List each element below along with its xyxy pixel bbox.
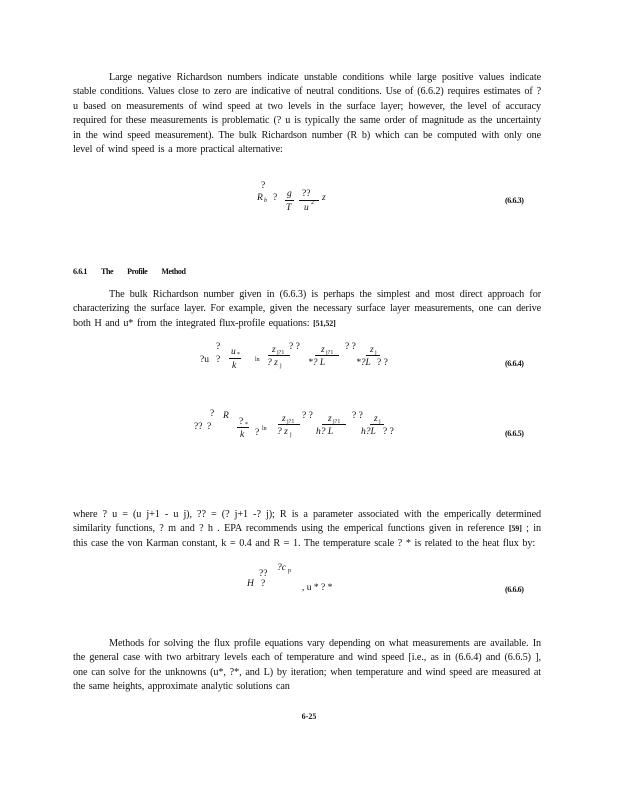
equation-number: (6.6.4) <box>505 359 524 368</box>
eq-symbol: ? ? <box>352 411 363 421</box>
eq-symbol: ?? <box>194 422 203 432</box>
eq-symbol: z <box>322 193 326 203</box>
fraction-bar <box>229 358 241 359</box>
equation-number: (6.6.5) <box>505 429 524 438</box>
eq-symbol: b <box>264 198 267 204</box>
fraction-bar <box>237 427 249 428</box>
eq-symbol: ? ? <box>289 342 300 352</box>
fraction-bar <box>268 355 290 356</box>
section-title-word: The <box>101 267 114 276</box>
eq-symbol: R <box>257 193 263 203</box>
eq-symbol: j <box>290 432 292 438</box>
eq-symbol: ? <box>216 342 221 352</box>
section-title-word: Method <box>161 267 186 276</box>
eq-symbol: j?1 <box>287 419 295 425</box>
eq-symbol: , u * ? * <box>302 583 333 593</box>
eq-symbol: ?u <box>200 355 209 365</box>
eq-symbol: u <box>231 347 236 357</box>
eq-symbol: g <box>287 189 292 199</box>
eq-symbol: ? ? <box>302 411 313 421</box>
eq-symbol: j <box>375 350 377 356</box>
eq-symbol: z <box>374 414 378 424</box>
fraction-bar <box>285 200 294 201</box>
page-number: 6-25 <box>301 712 317 721</box>
eq-symbol: ?? <box>259 569 268 579</box>
eq-symbol: j <box>379 419 381 425</box>
paragraph-text: where ? u = (u j+1 - u j), ?? = (? j+1 -? j); R is a parameter associated with the emperically determined similarity functions, ? m and ? h . EPA recommends using the emperical functions given in reference <box>73 509 541 535</box>
fraction-bar <box>299 200 319 201</box>
eq-symbol: T <box>286 203 292 213</box>
eq-symbol: ? <box>255 428 260 438</box>
eq-symbol: ? <box>210 409 215 419</box>
fraction-bar <box>278 424 300 425</box>
fraction-bar <box>366 355 380 356</box>
reference-citation: [51,52] <box>313 318 336 328</box>
eq-symbol: ? z <box>267 358 278 368</box>
eq-symbol: z <box>272 345 276 355</box>
eq-symbol: *?L <box>356 358 371 368</box>
eq-symbol: H <box>247 579 254 589</box>
eq-symbol: j?1 <box>277 350 285 356</box>
eq-symbol: h?L <box>361 427 376 437</box>
eq-symbol: h? L <box>316 427 334 437</box>
eq-symbol: k <box>240 430 245 440</box>
eq-symbol: * <box>237 352 240 358</box>
eq-symbol: z <box>321 345 325 355</box>
fraction-bar <box>315 355 339 356</box>
eq-symbol: ? <box>273 193 278 203</box>
eq-symbol: j <box>280 363 282 369</box>
fraction-bar <box>322 424 346 425</box>
paragraph-profile-method <box>73 288 541 331</box>
section-number: 6.6.1 <box>73 267 88 276</box>
section-heading <box>73 267 200 276</box>
eq-symbol: p <box>288 568 291 574</box>
eq-symbol: ln <box>255 357 260 363</box>
eq-symbol: ? ? <box>345 342 356 352</box>
equation-number: (6.6.6) <box>505 585 524 594</box>
eq-symbol: ? z <box>277 427 288 437</box>
eq-symbol: u <box>304 203 309 213</box>
eq-symbol: ?c <box>277 563 286 573</box>
paragraph-similarity-functions <box>73 508 541 551</box>
eq-symbol: ? ? <box>383 427 394 437</box>
eq-symbol: z <box>370 345 374 355</box>
eq-symbol: z <box>328 414 332 424</box>
fraction-bar <box>370 424 384 425</box>
eq-symbol: ? <box>239 417 244 427</box>
eq-symbol: ? <box>261 181 266 191</box>
eq-symbol: * <box>245 422 248 428</box>
eq-symbol: 2 <box>311 200 314 206</box>
eq-symbol: j?1 <box>326 350 334 356</box>
eq-symbol: R <box>223 411 229 421</box>
paragraph-text: ; in this case the von Karman constant, k = 0.4 and R = 1. The temperature scale ? * is related to the heat flux by: <box>73 523 541 549</box>
eq-symbol: *? L <box>308 358 326 368</box>
eq-symbol: ? <box>261 579 266 589</box>
eq-symbol: ? ? <box>377 358 388 368</box>
eq-symbol: ? <box>216 355 221 365</box>
eq-symbol: ln <box>262 426 267 432</box>
reference-citation: [59] <box>508 524 522 534</box>
eq-symbol: z <box>282 414 286 424</box>
eq-symbol: k <box>232 361 237 371</box>
eq-symbol: ?? <box>302 189 311 199</box>
eq-symbol: j?1 <box>333 419 341 425</box>
paragraph-text: The bulk Richardson number given in (6.6.3) is perhaps the simplest and most direct approach for characterizing the surface layer. For example, given the necessary surface layer measurements, one can derive both H and u* from the integrated flux-profile equations: <box>73 289 541 329</box>
section-title-word: Profile <box>127 267 148 276</box>
paragraph-richardson-numbers: Large negative Richardson numbers indicate unstable conditions while large positive values indicate stable conditions. Values close to zero are indicative of neutral conditions. Use of (6.6.2) requires estimates of ? u based on measurements of wind speed at two levels in the surface layer; however, the level of accuracy required for these measurements is problematic (? u is typically the same order of magnitude as the uncertainty in the wind speed measurement). The bulk Richardson number (R b) which can be computed with only one level of wind speed is a more practical alternative: <box>73 72 541 156</box>
paragraph-solution-methods: Methods for solving the flux profile equations vary depending on what measurements are available. In the general case with two arbitrary levels each of temperature and wind speed [i.e., as in (6.6.4) and (6.6.5) ], one can solve for the unknowns (u*, ?*, and L) by iteration; when temperature and wind speed are measured at the same heights, approximate analytic solutions can <box>73 638 541 693</box>
eq-symbol: ? <box>207 422 212 432</box>
equation-number: (6.6.3) <box>505 196 524 205</box>
